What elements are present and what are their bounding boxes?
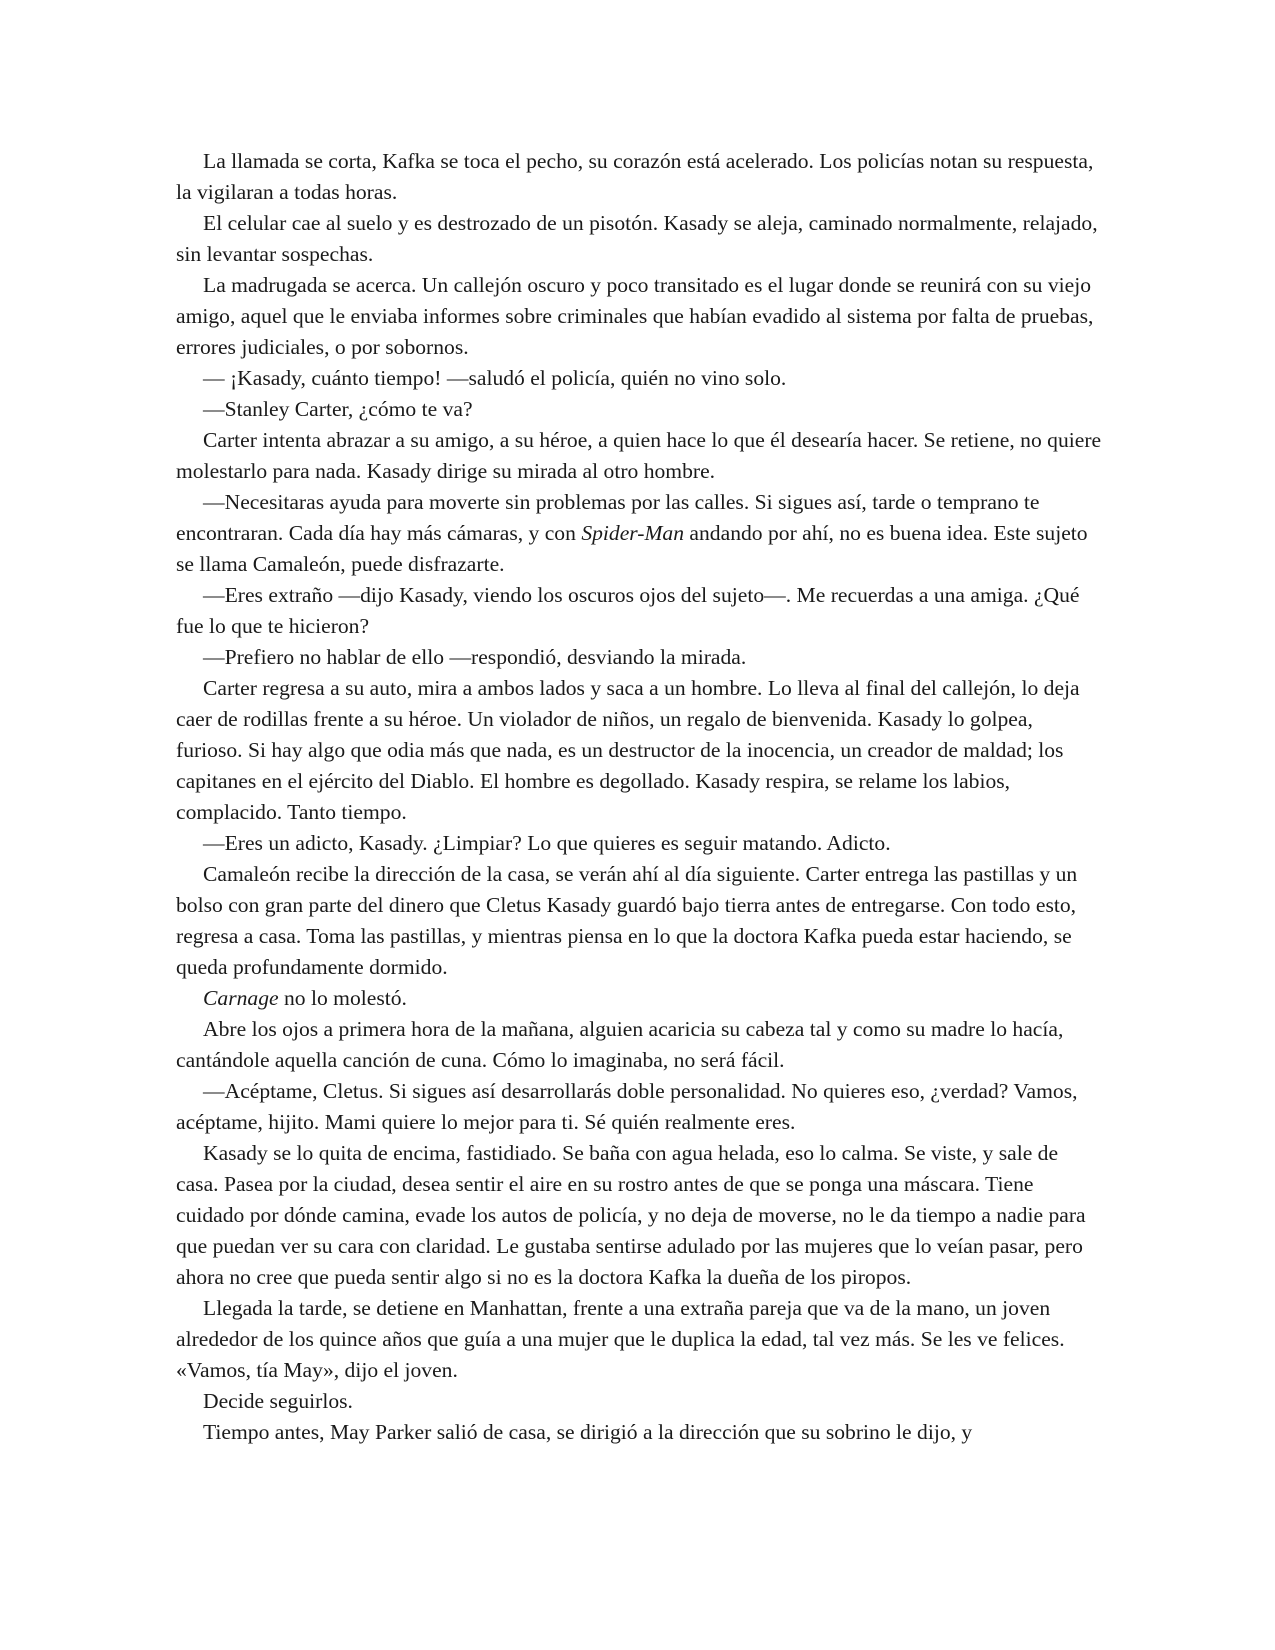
text-segment: Tiempo antes, May Parker salió de casa, se dirigió a la dirección que su sobrino le dijo, y — [203, 1420, 973, 1444]
body-paragraph — [176, 1076, 1104, 1138]
body-paragraph — [176, 146, 1104, 208]
body-paragraph — [176, 1386, 1104, 1417]
body-paragraph — [176, 208, 1104, 270]
text-segment: —Necesitaras ayuda para moverte sin problemas por las calles. Si sigues así, tarde o temprano te encontraran. Cada día hay más cámaras, y con — [176, 490, 1040, 545]
body-paragraph — [176, 859, 1104, 983]
body-paragraph — [176, 1417, 1104, 1448]
text-segment: Decide seguirlos. — [203, 1389, 353, 1413]
body-paragraph — [176, 642, 1104, 673]
body-paragraph — [176, 425, 1104, 487]
body-paragraph — [176, 983, 1104, 1014]
body-paragraph — [176, 1293, 1104, 1386]
body-paragraph — [176, 1138, 1104, 1293]
text-segment: Llegada la tarde, se detiene en Manhattan, frente a una extraña pareja que va de la mano, un joven alrededor de los quince años que guía a una mujer que le duplica la edad, tal vez más. Se les ve felices. «Vamos, tía May», dijo el joven. — [176, 1296, 1065, 1382]
italic-text: Spider-Man — [581, 521, 685, 545]
body-paragraph — [176, 1014, 1104, 1076]
text-segment: andando por ahí, no es buena idea. Este sujeto se llama Camaleón, puede disfrazarte. — [176, 521, 1088, 576]
text-segment: —Eres un adicto, Kasady. ¿Limpiar? Lo que quieres es seguir matando. Adicto. — [203, 831, 891, 855]
text-segment: La madrugada se acerca. Un callejón oscuro y poco transitado es el lugar donde se reunirá con su viejo amigo, aquel que le enviaba informes sobre criminales que habían evadido al sistema por falta de pruebas, errores judiciales, o por sobornos. — [176, 273, 1094, 359]
body-paragraph — [176, 270, 1104, 363]
text-segment: Carter regresa a su auto, mira a ambos lados y saca a un hombre. Lo lleva al final del callejón, lo deja caer de rodillas frente a su héroe. Un violador de niños, un regalo de bienvenida. Kasady lo golpea, furioso. Si hay algo que odia más que nada, es un destructor de la inocencia, un creador de maldad; los capitanes en el ejército del Diablo. El hombre es degollado. Kasady respira, se relame los labios, complacido. Tanto tiempo. — [176, 676, 1080, 824]
text-segment: Kasady se lo quita de encima, fastidiado. Se baña con agua helada, eso lo calma. Se viste, y sale de casa. Pasea por la ciudad, desea sentir el aire en su rostro antes de que se ponga una máscara. Tiene cuidado por dónde camina, evade los autos de policía, y no deja de moverse, no le da tiempo a nadie para que puedan ver su cara con claridad. Le gustaba sentirse adulado por las mujeres que lo veían pasar, pero ahora no cree que pueda sentir algo si no es la doctora Kafka la dueña de los piropos. — [176, 1141, 1086, 1289]
document-page — [176, 146, 1104, 1448]
body-paragraph — [176, 828, 1104, 859]
body-paragraph — [176, 487, 1104, 580]
text-segment: Carter intenta abrazar a su amigo, a su héroe, a quien hace lo que él desearía hacer. Se retiene, no quiere molestarlo para nada. Kasady dirige su mirada al otro hombre. — [176, 428, 1102, 483]
body-paragraph — [176, 363, 1104, 394]
text-segment: Camaleón recibe la dirección de la casa, se verán ahí al día siguiente. Carter entrega las pastillas y un bolso con gran parte del dinero que Cletus Kasady guardó bajo tierra antes de entregarse. Con todo esto, regresa a casa. Toma las pastillas, y mientras piensa en lo que la doctora Kafka pueda estar haciendo, se queda profundamente dormido. — [176, 862, 1078, 979]
text-segment: no lo molestó. — [278, 986, 407, 1010]
italic-text: Carnage — [203, 986, 279, 1010]
text-segment: — ¡Kasady, cuánto tiempo! —saludó el policía, quién no vino solo. — [203, 366, 787, 390]
body-paragraph — [176, 394, 1104, 425]
text-segment: —Stanley Carter, ¿cómo te va? — [203, 397, 473, 421]
text-segment: —Prefiero no hablar de ello —respondió, desviando la mirada. — [203, 645, 747, 669]
body-paragraph — [176, 580, 1104, 642]
text-segment: El celular cae al suelo y es destrozado de un pisotón. Kasady se aleja, caminado normalmente, relajado, sin levantar sospechas. — [176, 211, 1098, 266]
text-segment: La llamada se corta, Kafka se toca el pecho, su corazón está acelerado. Los policías notan su respuesta, la vigilaran a todas horas. — [176, 149, 1094, 204]
body-paragraph — [176, 673, 1104, 828]
text-segment: —Eres extraño —dijo Kasady, viendo los oscuros ojos del sujeto—. Me recuerdas a una amiga. ¿Qué fue lo que te hicieron? — [176, 583, 1080, 638]
text-segment: Abre los ojos a primera hora de la mañana, alguien acaricia su cabeza tal y como su madre lo hacía, cantándole aquella canción de cuna. Cómo lo imaginaba, no será fácil. — [176, 1017, 1064, 1072]
text-segment: —Acéptame, Cletus. Si sigues así desarrollarás doble personalidad. No quieres eso, ¿verdad? Vamos, acéptame, hijito. Mami quiere lo mejor para ti. Sé quién realmente eres. — [176, 1079, 1078, 1134]
